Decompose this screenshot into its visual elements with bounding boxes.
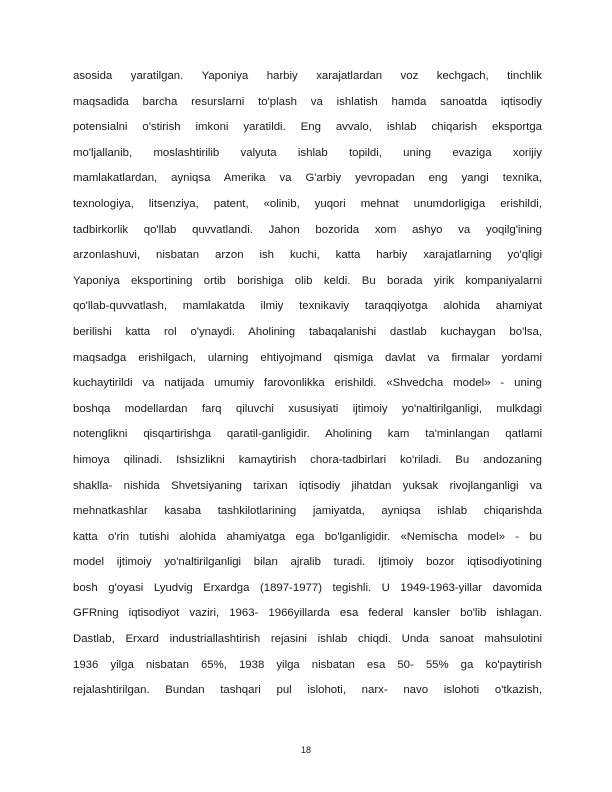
text-line: arzonlashuvi, nisbatan arzon ish kuchi, katta harbiy xarajatlarning yo'qligi <box>73 249 542 262</box>
text-line: Yaponiya eksportining ortib borishiga olib keldi. Bu borada yirik kompaniyalarni <box>73 274 542 287</box>
text-line: mehnatkashlar kasaba tashkilotlarining jamiyatda, ayniqsa ishlab chiqarishda <box>73 505 542 518</box>
text-line: Dastlab, Erxard industriallashtirish rejasini ishlab chiqdi. Unda sanoat mahsulotini <box>73 633 542 646</box>
text-line: kuchaytirildi va natijada umumiy farovonlikka erishildi. «Shvedcha model» - uning <box>73 377 542 390</box>
text-line: berilishi katta rol o'ynaydi. Aholining tabaqalanishi dastlab kuchaygan bo'lsa, <box>73 325 542 338</box>
text-line: tadbirkorlik qo'llab quvvatlandi. Jahon bozorida xom ashyo va yoqilg'ining <box>73 223 542 236</box>
text-line: 1936 yilga nisbatan 65%, 1938 yilga nisbatan esa 50- 55% ga ko'paytirish <box>73 658 542 671</box>
text-line: maqsadga erishilgach, ularning ehtiyojmand qismiga davlat va firmalar yordami <box>73 351 542 364</box>
text-line: katta o'rin tutishi alohida ahamiyatga ega bo'lganligidir. «Nemischa model» - bu <box>73 530 542 543</box>
text-line: rejalashtirilgan. Bundan tashqari pul islohoti, narx- navo islohoti o'tkazish, <box>73 684 542 697</box>
text-line: himoya qilinadi. Ishsizlikni kamaytirish chora-tadbirlari ko'riladi. Bu andozaning <box>73 453 542 466</box>
page-number: 18 <box>300 745 311 755</box>
text-line: model ijtimoiy yo'naltirilganligi bilan ajralib turadi. Ijtimoiy bozor iqtisodiyotining <box>73 556 542 569</box>
text-line: texnologiya, litsenziya, patent, «olinib, yuqori mehnat unumdorligiga erishildi, <box>73 197 542 210</box>
text-line: asosida yaratilgan. Yaponiya harbiy xarajatlardan voz kechgach, tinchlik <box>73 70 542 82</box>
text-line: maqsadida barcha resurslarni to'plash va ishlatish hamda sanoatda iqtisodiy <box>73 95 542 108</box>
text-line: potensialni o'stirish imkoni yaratildi. Eng avvalo, ishlab chiqarish eksportga <box>73 121 542 134</box>
text-line: qo'llab-quvvatlash, mamlakatda ilmiy texnikaviy taraqqiyotga alohida ahamiyat <box>73 300 542 313</box>
text-line: mamlakatlardan, ayniqsa Amerika va G'arbiy yevropadan eng yangi texnika, <box>73 172 542 185</box>
text-line: shaklla- nishida Shvetsiyaning tarixan iqtisodiy jihatdan yuksak rivojlanganligi va <box>73 479 542 492</box>
text-line: notenglikni qisqartirishga qaratil-ganligidir. Aholining kam ta'minlangan qatlami <box>73 428 542 441</box>
body-text <box>73 64 542 704</box>
text-line: boshqa modellardan farq qiluvchi xususiyati ijtimoiy yo'naltirilganligi, mulkdagi <box>73 402 542 415</box>
text-line: bosh g'oyasi Lyudvig Erxardga (1897-1977) tegishli. U 1949-1963-yillar davomida <box>73 581 542 594</box>
text-line: GFRning iqtisodiyot vaziri, 1963- 1966yillarda esa federal kansler bo'lib ishlagan. <box>73 607 542 620</box>
text-line: mo'ljallanib, moslashtirilib valyuta ishlab topildi, uning evaziga xorijiy <box>73 146 542 159</box>
